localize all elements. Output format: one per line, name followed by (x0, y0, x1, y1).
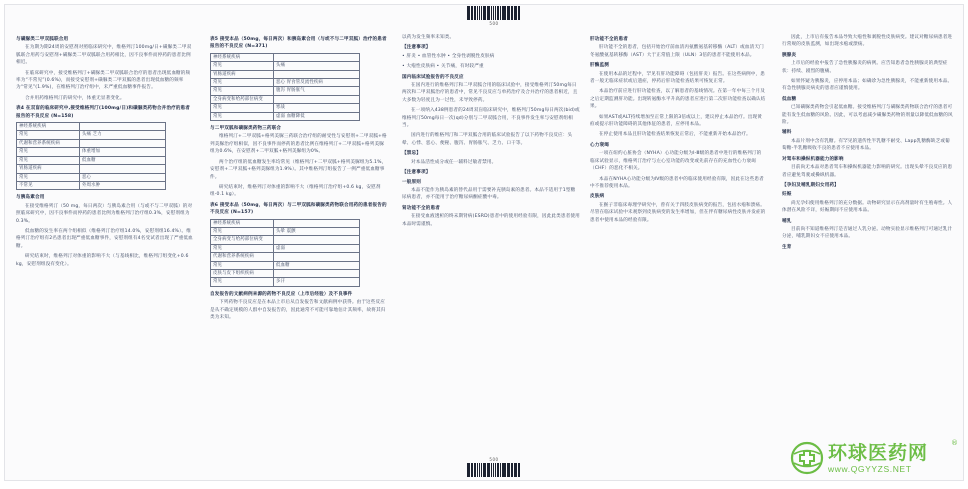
paragraph: 下列药物不良反应是在本品上市后从自发报告和文献病例中获得。由于这些反应是从不确定规模的人群中自发报告的，因此通常不可能可靠地估计其频率，故将其归类为未知。 (210, 300, 386, 320)
sub-heading: 哺乳 (782, 218, 792, 224)
section-heading: 国内临床试验报告的不良反应 (402, 74, 464, 80)
bullet-line: • 大疱性皮肤病 • 关节痛，有时较严重 (402, 64, 484, 70)
barcode-bar (493, 463, 494, 477)
paragraph: 尚无孕妇使用维格列汀的充分数据。动物研究显示在高剂量时有生殖毒性。人体潜在风险不详，妊娠期间不应使用本品。 (782, 200, 953, 214)
table-row: 常见 头痛 (211, 62, 360, 70)
sub-heading: 辅料 (782, 130, 792, 136)
barcode-bar (516, 6, 517, 20)
logo-url: www.QGYYZS.NET (828, 464, 912, 474)
barcode-bar (512, 463, 513, 477)
paragraph: 在使用本品的过程中，罕见有肝功能障碍（包括肝炎）报告。在这些病例中，患者一般无临床症状或后遗症，停药后肝功能检查结果可恢复正常。 (590, 71, 766, 85)
section-heading: 与二甲双胍和磺脲类药物三药联合 (210, 126, 282, 132)
registered-mark: ® (951, 439, 958, 447)
table-row: 常见 头晕 震颤 (211, 227, 360, 235)
section-heading: 【禁忌】 (402, 151, 421, 157)
table-row: 神经系统疾病 (17, 123, 166, 131)
table-row: 常见 恶心 胃食管反流性疾病 (211, 79, 360, 87)
paragraph: 两个治疗组的低血糖发生率均常见（维格列汀+二甲双胍+格列美脲组为5.1%，安慰剂+二甲双胍+格列美脲组为1.9%）。其中维格列汀组报告了一例严重低血糖事件。 (210, 159, 387, 180)
table-caption: 表4 在双盲的临床研究中,接受维格列汀(100mg/日)和磺脲类药物合并治疗的患者报告的不良反应 (N=158) (16, 106, 191, 119)
section-heading: 【注意事项】 (402, 45, 431, 51)
table-row: 胃肠道疾病 (211, 70, 360, 78)
paragraph: 已知磺脲类药物会引起低血糖。接受维格列汀与磺脲类药物联合治疗的患者可能有发生低血糖的风险。因此，可以考虑减少磺脲类药物的剂量以降低低血糖的风险。 (782, 105, 953, 126)
barcode-bar (488, 463, 490, 477)
column-2 (210, 34, 388, 471)
table-row: 常见 体重增加 (17, 148, 166, 156)
table-row: 胃肠道疾病 (17, 165, 166, 173)
barcode-bar (508, 6, 510, 20)
sub-heading: 皮肤病 (590, 194, 605, 200)
paragraph: 目前尚无本品对患者驾车和操纵机器能力影响的研究。出现头晕不良反应的患者应避免驾驶或操纵机器。 (782, 165, 953, 178)
paragraph: 目前尚不知道维格列汀是否通过人乳分泌。动物实验显示维格列汀可通过乳汁分泌，哺乳期妇女不应使用本品。 (782, 226, 953, 240)
barcode-bar (484, 463, 486, 477)
paragraph: 在临床研究中，接受维格列汀+磺脲类二甲双胍联合治疗的患者出现低血糖的频率为“不常见”(0.6%)，而接受安慰剂+磺脲类二甲双胍的患者出现低血糖的频率为“常见”(1.9%)，在维格列汀治疗组中，未严重低血糖事件报告。 (16, 70, 191, 91)
paragraph: 本品治疗前应进行肝功能检查，以了解患者的基线情况。在第一年中每三个月及之后定期监测肝功能。出现转氨酶水平升高的患者应进行第二次肝功能检查以确认结果。 (590, 89, 766, 110)
barcode-bar (497, 463, 498, 477)
sub-heading: 低血糖 (782, 96, 797, 102)
table-row: 常见 多汗 (211, 278, 360, 286)
table-row: 皮肤与皮下组织疾病 (211, 269, 360, 277)
sub-heading: 心力衰竭 (590, 142, 609, 148)
paragraph: 如果怀疑为胰腺炎，应停用本品；如确诊为急性胰腺炎，不能重新使用本品。有急性胰腺炎病史的患者应谨慎使用。 (782, 79, 953, 92)
column-3 (402, 34, 580, 471)
adverse-reaction-table-4 (16, 122, 166, 190)
paragraph: 本品片剂中含有乳糖。有罕见的遗传性半乳糖不耐受、Lapp乳糖酶缺乏或葡萄糖-半乳糖吸收不良的患者不应使用本品。 (782, 138, 950, 152)
table-row: 常见 虚弱 血糖降低 (211, 112, 360, 120)
table-row: 代谢和营养系统疾病 (211, 253, 360, 261)
paragraph: 在接受血液透析的终末期肾病(ESRD)患者中的使用经验有限，因此此类患者使用本品时需谨慎。 (402, 214, 580, 227)
sub-heading: 一般原则 (402, 179, 421, 185)
sub-heading: 肝酶监测 (590, 63, 609, 69)
site-watermark-logo (790, 437, 964, 479)
logo-chinese-name: 环球医药网 (828, 442, 929, 464)
section-heading: 【孕妇及哺乳期妇女用药】 (782, 182, 839, 188)
paragraph: 因此，上市后有报告本品导致大疱性和剥脱性皮肤病变。建议对糖尿病患者进行常规的皮肤监测，如出现水疱或溃疡。 (782, 35, 953, 48)
table-row: 常见 寒战 (211, 104, 360, 112)
paragraph: 本品不能作为胰岛素的替代品用于需要补充胰岛素的患者。本品不适用于1型糖尿病患者，亦不能用于治疗糖尿病酮症酸中毒。 (402, 187, 576, 201)
section-heading: 与胰岛素合用 (16, 195, 45, 201)
paragraph: 在为期为期24周的安慰剂对照临床研究中，维格列汀100mg/日+磺脲类二甲双胍联合用药与安慰剂+磺脲类二甲双胍联合用药相比，因不良事件而停药的患者比例相近。 (16, 45, 192, 66)
barcode-bar (472, 463, 473, 477)
barcode-bar (518, 6, 520, 20)
table-row: 全身病变与给药部位病变 (211, 236, 360, 244)
paragraph: 对本品活性成分或任一辅料过敏者禁用。 (411, 159, 497, 165)
table-row: 常见 腹泻 胃肠胀气 (211, 87, 360, 95)
barcode-bottom (467, 463, 521, 477)
barcode-bar (468, 463, 470, 477)
sub-heading: 肝功能不全的患者 (590, 37, 628, 42)
barcode-bar (516, 463, 517, 477)
paragraph: 研究结束时，维格列汀对体重的影响不大（维格列汀治疗组+0.6 kg，安慰剂组-0.1 kg）。 (210, 184, 381, 198)
section-heading: 【注意事项】 (402, 170, 431, 176)
column-1 (16, 34, 194, 471)
paragraph: 研究结束时，维格列汀对体重的影响不大（与基线相比，维格列汀组变化+0.6 kg，安慰剂组没有变化）。 (16, 254, 189, 267)
paragraph: 低血糖的发生率在两个组相似（维格列汀治疗组14.0%，安慰剂组16.4%）。维格列汀治疗组有2名患者出现严重低血糖事件，安慰剂组有4名受试者出现了严重低血糖。 (16, 228, 193, 249)
barcode-bar (484, 6, 486, 20)
sub-heading: 生育 (782, 244, 792, 250)
barcode-bar (497, 6, 498, 20)
paragraph: 在停止使用本品且肝功能检查结果恢复正常后，不能重新开始本品治疗。 (599, 132, 751, 138)
barcode-bar (505, 6, 506, 20)
barcode-top (467, 6, 521, 20)
table-row: 代谢和营养系统疾病 (17, 139, 166, 147)
barcode-number-top: 500 (489, 21, 499, 26)
paragraph: 上市后的经验中报告了急性胰腺炎的病例。应告知患者急性胰腺炎的典型症状：持续、剧烈的腹痛。 (782, 61, 948, 74)
table-row: 神经系统疾病 (211, 53, 360, 61)
paragraph: 在一项纳入438例患者的24周双盲临床研究中，维格列汀50mg每日两次(bid)或维格列汀50mg每日一次(qd)分别与二甲双胍合用，不良事件发生率与安慰剂组相当。 (402, 108, 580, 129)
barcode-bar (512, 6, 513, 20)
barcode-bar (500, 6, 502, 20)
paragraph: 一项在纽约心脏协会（NYHA）心功能分级为Ⅰ-Ⅲ级的患者中进行的维格列汀的临床试验显示，维格列汀治疗与左心室功能的改变或先前存在的充血性心力衰竭（CHF）的恶化不相关。 (590, 151, 762, 172)
paragraph: 在国内进行的维格列汀和二甲双胍合用的临床试验中，接受维格列汀50mg每日两次和二甲双胍治疗的患者中，常见不良反应与单药治疗及合并治疗的患者相近，且大多数为轻度且为一过性，未导致停药。 (402, 83, 578, 103)
barcode-bar (481, 463, 482, 477)
paragraph: 本品在NYHA心功能分级为Ⅳ级的患者中的临床使用经验有限，因此在这些患者中不推荐使用本品。 (590, 176, 764, 189)
bullet-line: • 肝炎 • 血管性水肿 • 全身性剥脱性皮肤病 (402, 53, 495, 59)
table-row: 常见 头痛 乏力 (17, 131, 166, 139)
paragraph: 肝功能不全的患者，包括开始治疗前血清丙氨酸氨基转移酶（ALT）或血清天门冬氨酸氨基转移酶（AST）大于正常值上限（ULN）3倍的患者不能使用本品。 (590, 45, 764, 58)
sub-heading: 胰腺炎 (782, 52, 797, 58)
table-row: 神经系统疾病 (211, 219, 360, 227)
paragraph: 国内进行的维格列汀和二甲双胍合用的临床试验报告了以下药物不良反应：头晕、心悸、恶心、便秘、腹泻、胃肠胀气、乏力、口干等。 (402, 133, 573, 146)
section-heading: 自发报告的文献病例来源的药物不良反应（上市后经验）及不良事件 (210, 291, 353, 297)
paragraph: 合并用药维格列汀的研究中，体重无显著变化。 (25, 95, 125, 101)
table-row: 常见 低血糖 (17, 156, 166, 164)
paragraph: 维格列汀+二甲双胍+格列美脲三药联合治疗组的耐受性与安慰剂+二甲双胍+格列美脲治疗组相似，因不良事件而停药的患者比例在维格列汀+二甲双胍+格列美脲组为0.6%，在安慰剂+二甲双胍+格列美脲组为0%。 (210, 134, 387, 155)
barcode-bar (508, 463, 510, 477)
barcode-bar (505, 463, 506, 477)
adverse-reaction-table-5 (210, 53, 360, 121)
barcode-bar (477, 463, 478, 477)
paragraph: 以药为发生频率未知类。 (402, 35, 455, 40)
barcode-bar (477, 6, 478, 20)
section-heading: 与磺脲类二甲双胍联合用 (16, 37, 69, 42)
column-4 (590, 34, 766, 471)
barcode-number-bottom: 500 (489, 457, 499, 462)
paragraph: 在猴子非临床毒理学研究中，曾有关于四肢皮肤病变的报告，包括水疱和溃疡。尽管在临床试验中未观察到皮肤病变的发生率增加，但在伴有糖尿病性皮肤并发症的患者中使用本品的经验有限。 (590, 202, 766, 223)
table-row: 常见 虚弱 (211, 244, 360, 252)
paragraph: 在接受维格列汀（50 mg，每日两次）与胰岛素合用（与或不与二甲双胍）的对照临床研究中，因不良事件而停药的患者比例为维格列汀治疗组0.3%，安慰剂组为0.3%。 (16, 203, 193, 224)
column-5 (782, 34, 954, 471)
barcode-bar (481, 6, 482, 20)
table-caption: 表5 接受本品（50mg，每日两次）和胰岛素合用（与或不与二甲双胍）治疗的患者报告的不良反应 (N=371) (210, 37, 387, 50)
table-row: 常见 低血糖 (211, 261, 360, 269)
table-caption: 表6 接受本品（50mg，每日两次）与二甲双胍和磺脲类药物联合用药的患者报告的不良反应 (N=157) (210, 202, 387, 216)
paragraph: 如果AST或ALT持续增加至正常上限的3倍或以上，建议停止本品治疗。出现黄疸或提示肝功能障碍的其他体征的患者，应停用本品。 (590, 114, 763, 128)
barcode-bar (500, 463, 502, 477)
barcode-bar (488, 6, 490, 20)
barcode-bar (468, 6, 470, 20)
adverse-reaction-table-6 (210, 219, 360, 287)
sub-heading: 肾功能不全的患者 (402, 205, 440, 211)
table-row: 常见 恶心 (17, 173, 166, 181)
barcode-bar (518, 463, 520, 477)
sub-heading: 妊娠 (782, 192, 792, 198)
package-insert-sheet (4, 4, 964, 481)
globe-cross-logo-icon (790, 441, 824, 475)
barcode-bar (472, 6, 473, 20)
sub-heading: 对驾车和操纵机器能力的影响 (782, 156, 844, 162)
barcode-bar (493, 6, 494, 20)
table-row: 不常见 外周水肿 (17, 181, 166, 189)
table-row: 全身病变和给药部位病变 (211, 95, 360, 103)
